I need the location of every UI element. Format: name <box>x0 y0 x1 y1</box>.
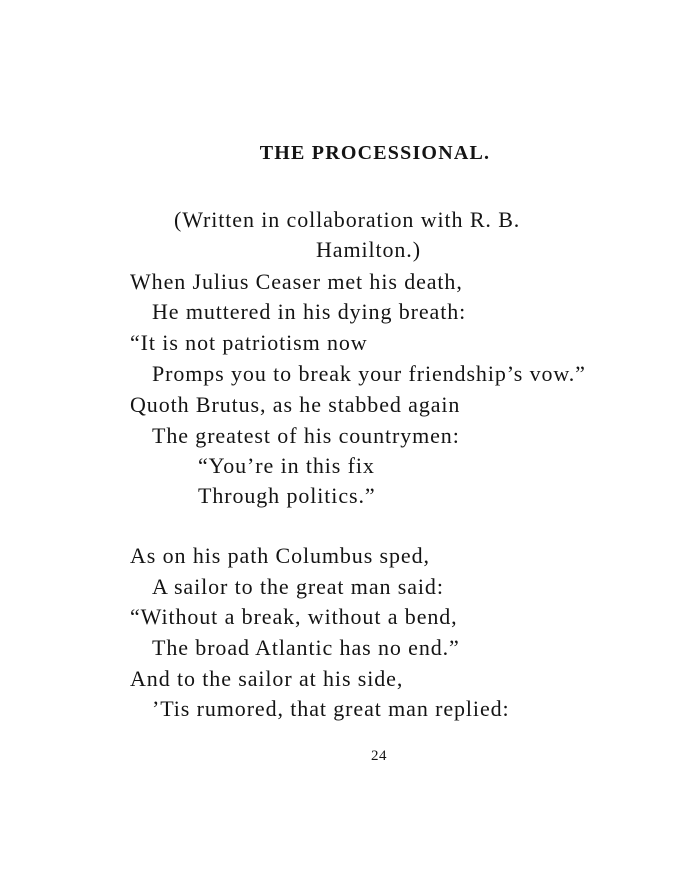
stanza-2-line-4: The broad Atlantic has no end.” <box>152 635 460 660</box>
stanza-2-line-3: “Without a break, without a bend, <box>130 604 458 629</box>
stanza-2-line-1: As on his path Columbus sped, <box>130 543 430 568</box>
byline-line-1: (Written in collaboration with R. B. <box>174 207 521 232</box>
stanza-1-line-2: He muttered in his dying breath: <box>152 299 467 324</box>
stanza-1-line-4: Promps you to break your friendship’s vow.” <box>152 361 586 386</box>
stanza-1-line-5: Quoth Brutus, as he stabbed again <box>130 392 461 417</box>
page-number: 24 <box>371 748 387 764</box>
stanza-1-line-8: Through politics.” <box>198 483 376 508</box>
stanza-2-line-6: ’Tis rumored, that great man replied: <box>152 696 510 721</box>
stanza-1-line-1: When Julius Ceaser met his death, <box>130 269 463 294</box>
stanza-2-line-5: And to the sailor at his side, <box>130 666 404 691</box>
poem-title: THE PROCESSIONAL. <box>259 142 491 164</box>
stanza-1-line-6: The greatest of his countrymen: <box>152 423 460 448</box>
stanza-2-line-2: A sailor to the great man said: <box>152 574 444 599</box>
byline-line-2: Hamilton.) <box>316 237 421 262</box>
stanza-1-line-3: “It is not patriotism now <box>130 330 368 355</box>
stanza-1-line-7: “You’re in this fix <box>198 453 375 478</box>
